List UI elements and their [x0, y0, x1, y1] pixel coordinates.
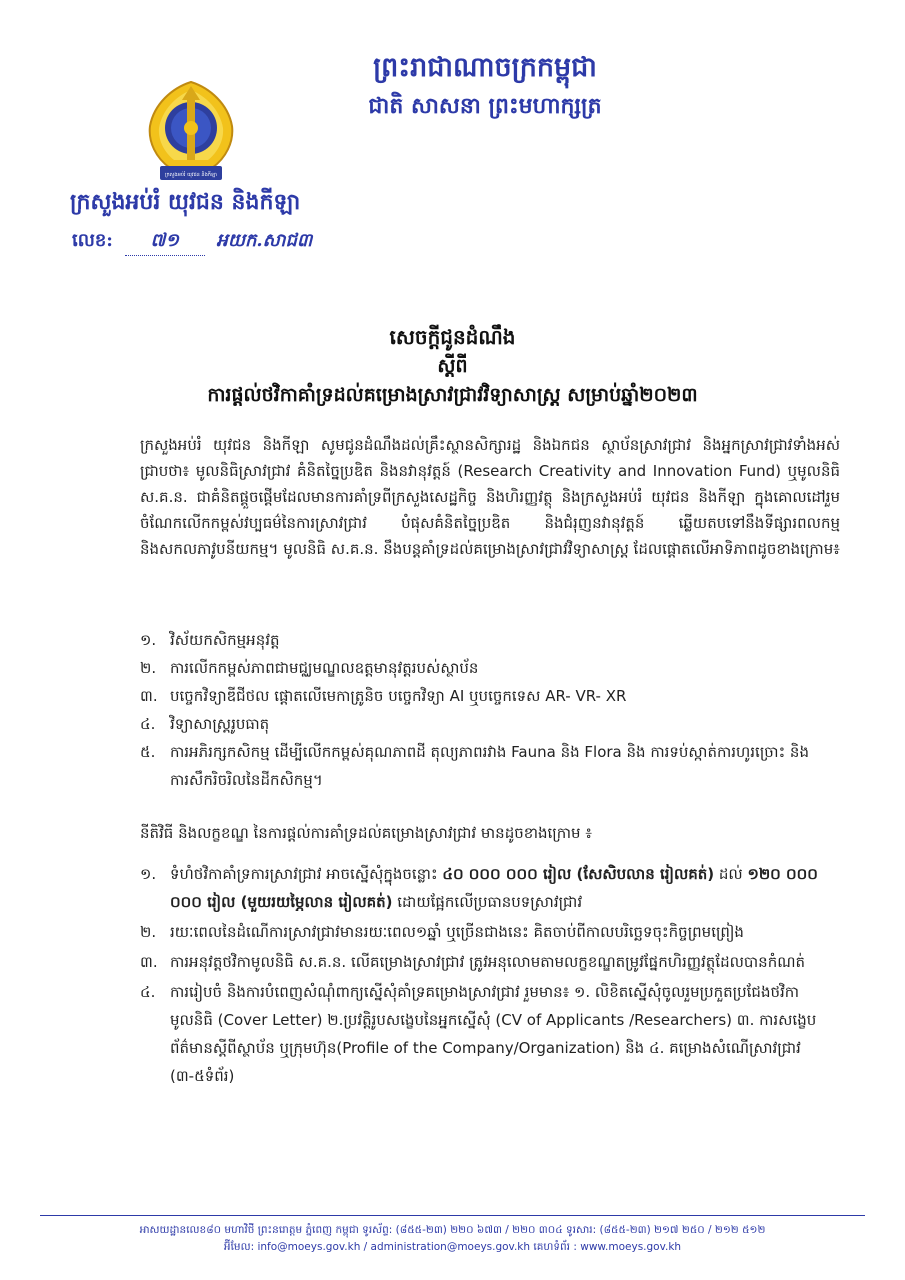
- min-amount: ៤០ ០០០ ០០០ រៀល (សែសិបលាន រៀលគត់): [442, 865, 715, 883]
- max-amount: ១២០ ០០០ ០០០ រៀល (មួយរយម្ភៃលាន រៀលគត់): [170, 865, 818, 911]
- reference-code: អយក.សាជ៣: [216, 230, 313, 251]
- intro-paragraph: ក្រសួងអប់រំ យុវជន និងកីឡា សូមជូនដំណឹងដល់គ្រឹះស្ថានសិក្សារដ្ឋ និងឯកជន ស្ថាប័នស្រាវជ្រាវ និងអ្នកស្រាវជ្រាវទាំងអស់ជ្រាបថា៖ មូលនិធិស្រាវជ្រាវ គំនិតច្នៃប្រឌិត និងនវានុវត្តន៍ (Research Creativity and Innovation Fund) ឬមូលនិធិ ស.គ.ន. ជាគំនិតផ្តួចផ្តើមដែលមានការគាំទ្រពីក្រសួងសេដ្ឋកិច្ច និងហិរញ្ញវត្ថុ និងក្រសួងអប់រំ យុវជន និងកីឡា ក្នុងគោលដៅរួមចំណែកលើកកម្ពស់វប្បធម៌នៃការស្រាវជ្រាវ បំផុសគំនិតច្នៃប្រឌិត និងជំរុញនវានុវត្តន៍ ឆ្លើយតបទៅនឹងទីផ្សារពលកម្ម និងសកលភាវូបនីយកម្ម។ មូលនិធិ ស.គ.ន. នឹងបន្តគាំទ្រដល់គម្រោងស្រាវជ្រាវវិទ្យាសាស្ត្រ ដែលផ្តោតលើអាទិភាពដូចខាងក្រោម៖: [140, 436, 840, 558]
- national-motto: ជាតិ សាសនា ព្រះមហាក្សត្រ: [368, 93, 602, 119]
- ministry-emblem-logo: [142, 78, 240, 186]
- conditions-intro: នីតិវិធី និងលក្ខខណ្ឌ នៃការផ្តល់ការគាំទ្រដល់គម្រោងស្រាវជ្រាវ មានដូចខាងក្រោម ៖: [140, 824, 592, 842]
- reference-number: ៧១: [125, 228, 205, 256]
- list-item: ៤. ការរៀបចំ និងការបំពេញសំណុំពាក្យស្នើសុំគាំទ្រគម្រោងស្រាវជ្រាវ រួមមាន៖ ១. លិខិតស្នើសុំចូលរួមប្រកួតប្រជែងថវិកាមូលនិធិ (Cover Letter) ២.ប្រវត្តិរូបសង្ខេបនៃអ្នកស្នើសុំ (CV of Applicants /Researchers) ៣. ការសង្ខេបព័ត៌មានស្តីពីស្ថាប័ន ឬក្រុមហ៊ុន(Profile of the Company/Organization) និង ៤. គម្រោងសំណើស្រាវជ្រាវ (៣-៥ទំព័រ): [140, 983, 817, 1085]
- footer-address: អាសយដ្ឋានលេខ៨០ មហាវិថី ព្រះនរោត្តម ភ្នំពេញ កម្ពុជា ទូរស័ព្ទ: (៨៥៥-២៣) ២២០ ៦៧៣ / ២២០ ៣០៤ ទូរសារ: (៨៥៥-២៣) ២១៧ ២៥០ / ២១២ ៥១២: [139, 1224, 766, 1236]
- footer-divider: [40, 1215, 865, 1216]
- ministry-name: ក្រសួងអប់រំ យុវជន និងកីឡា: [70, 189, 301, 215]
- list-item: ១. វិស័យកសិកម្មអនុវត្ត: [140, 631, 280, 649]
- footer: [40, 1222, 865, 1256]
- list-item: ៤. វិទ្យាសាស្ត្ររូបធាតុ: [140, 715, 270, 733]
- list-item: ៣. បច្ចេកវិទ្យាឌីជីថល ផ្តោតលើមេកាត្រូនិច បច្ចេកវិទ្យា AI ឬបច្ចេកទេស AR- VR- XR: [140, 687, 627, 705]
- list-item: ២. ការលើកកម្ពស់ភាពជាមជ្ឈមណ្ឌលឧត្តមានុវត្តរបស់ស្ថាប័ន: [140, 659, 479, 677]
- announcement-title: [0, 322, 905, 410]
- title-line-1: សេចក្តីជូនដំណឹង: [389, 325, 516, 349]
- svg-text:ក្រសួងអប់រំ យុវជន និងកីឡា: ក្រសួងអប់រំ យុវជន និងកីឡា: [164, 172, 218, 178]
- title-line-3: ការផ្តល់ថវិកាគាំទ្រដល់គម្រោងស្រាវជ្រាវវិទ្យាសាស្ត្រ សម្រាប់ឆ្នាំ២០២៣: [207, 384, 698, 406]
- list-item: ១. ទំហំថវិកាគាំទ្រការស្រាវជ្រាវ អាចស្នើសុំក្នុងចន្លោះ ៤០ ០០០ ០០០ រៀល (សែសិបលាន រៀលគត់) ដល់ ១២០ ០០០ ០០០ រៀល (មួយរយម្ភៃលាន រៀលគត់) ដោយផ្អែកលើប្រធានបទស្រាវជ្រាវ: [140, 865, 818, 911]
- conditions-list: [140, 860, 840, 1092]
- title-line-2: ស្តីពី: [437, 355, 468, 377]
- footer-contacts: អ៊ីមែល: info@moeys.gov.kh / administration@moeys.gov.kh គេហទំព័រ : www.moeys.gov.kh: [223, 1241, 682, 1253]
- kingdom-heading: [340, 48, 630, 124]
- reference-label: លេខ:: [72, 230, 113, 251]
- reference-line: [72, 228, 312, 256]
- priority-list: [140, 626, 840, 794]
- list-item: ២. រយៈពេលនៃដំណើការស្រាវជ្រាវមានរយៈពេល១ឆ្នាំ ឬច្រើនជាងនេះ គិតចាប់ពីកាលបរិច្ឆេទចុះកិច្ចព្រមព្រៀង: [140, 923, 744, 941]
- list-item: ៣. ការអនុវត្តថវិកាមូលនិធិ ស.គ.ន. លើគម្រោងស្រាវជ្រាវ ត្រូវអនុលោមតាមលក្ខខណ្ឌតម្រូវផ្នែកហិរញ្ញវត្ថុដែលបានកំណត់: [140, 953, 806, 971]
- kingdom-name: ព្រះរាជាណាចក្រកម្ពុជា: [373, 52, 597, 83]
- list-item: ៥. ការអភិរក្សកសិកម្ម ដើម្បីលើកកម្ពស់គុណភាពដី តុល្យភាពរវាង Fauna និង Flora និង ការទប់ស្កាត់ការហូរច្រោះ និងការសឹករិចរិលនៃដីកសិកម្ម។: [140, 743, 809, 789]
